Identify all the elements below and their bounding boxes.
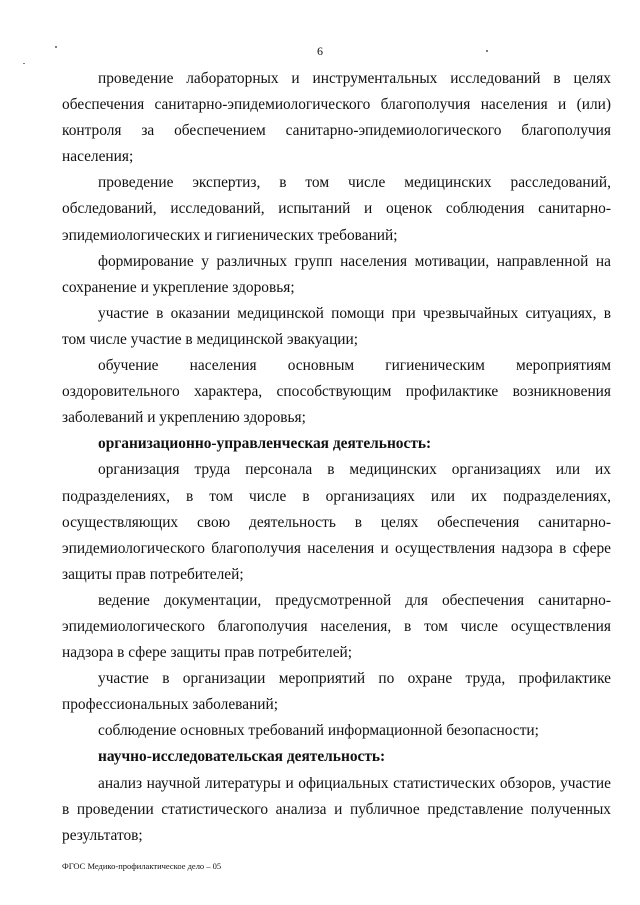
paragraph: обучение населения основным гигиеническим мероприятиям оздоровительного характера, способствующим профилактике возникновения заболеваний и укреплению здоровья; (62, 357, 611, 427)
scan-speck (486, 50, 488, 52)
paragraph: проведение лабораторных и инструментальных исследований в целях обеспечения санитарно-эпидемиологического благополучия населения и (или) контроля за обеспечением санитарно-эпидемиологического благополучия населения; (62, 70, 611, 166)
page-number: 6 (317, 44, 323, 58)
paragraph: формирование у различных групп населения мотивации, направленной на сохранение и укрепление здоровья; (62, 252, 611, 296)
scan-speck (55, 46, 57, 48)
page-footer: ФГОС Медико-профилактическое дело – 05 (62, 861, 222, 871)
scan-speck (23, 63, 25, 64)
paragraph: участие в организации мероприятий по охране труда, профилактике профессиональных заболеваний; (62, 670, 611, 714)
paragraph: участие в оказании медицинской помощи при чрезвычайных ситуациях, в том числе участие в медицинской эвакуации; (62, 304, 611, 348)
paragraph: проведение экспертиз, в том числе медицинских расследований, обследований, исследований, испытаний и оценок соблюдения санитарно-эпидемиологических и гигиенических требований; (62, 174, 611, 244)
paragraph: анализ научной литературы и официальных статистических обзоров, участие в проведении статистического анализа и публичное представление полученных результатов; (62, 774, 611, 844)
paragraph: ведение документации, предусмотренной для обеспечения санитарно-эпидемиологического благополучия населения, в том числе осуществления надзора в сфере защиты прав потребителей; (62, 591, 611, 662)
section-heading: научно-исследовательская деятельность: (98, 748, 386, 766)
document-body (62, 66, 611, 849)
paragraph: соблюдение основных требований информационной безопасности; (98, 722, 539, 740)
section-heading: организационно-управленческая деятельность: (98, 435, 432, 453)
paragraph: организация труда персонала в медицинских организациях или их подразделениях, в том числе в организациях или их подразделениях, осуществляющих свою деятельность в целях обеспечения санитарно-эпидемиологического благополучия населения и осуществления надзора в сфере защиты прав потребителей; (62, 461, 611, 583)
